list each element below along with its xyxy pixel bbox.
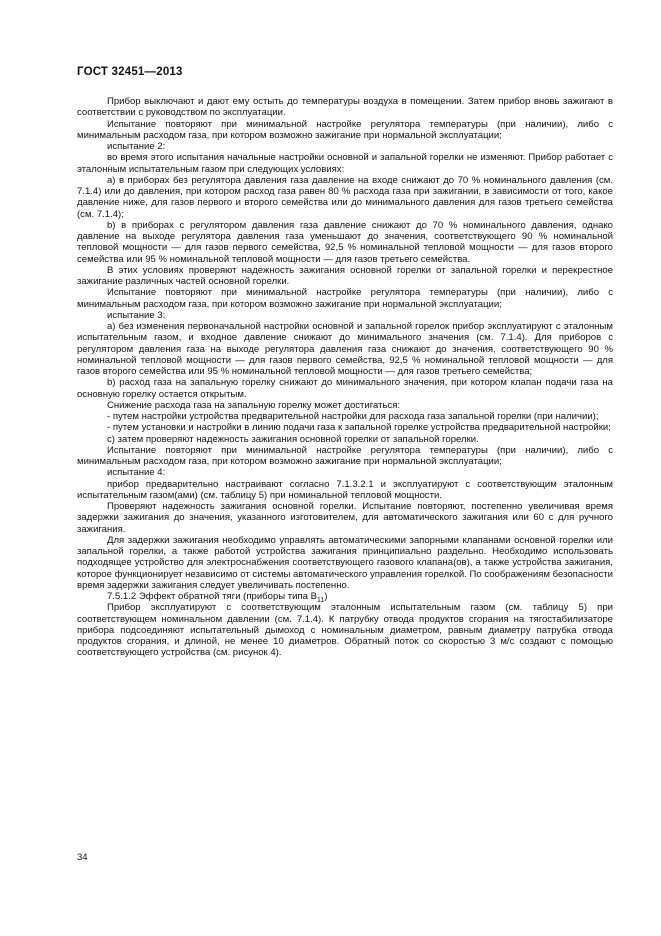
paragraph: b) расход газа на запальную горелку снижают до минимального значения, при котором клапан подачи газа на основную горелку остается открытым. [77, 377, 613, 400]
paragraph: - путем настройки устройства предварительной настройки для расхода газа запальной горелки (при наличии); [107, 411, 599, 422]
paragraph: Испытание повторяют при минимальной настройке регулятора температуры (при наличии), либо с минимальным расходом газа, при котором возможно зажигание при нормальной эксплуатации; [77, 287, 613, 310]
paragraph: во время этого испытания начальные настройки основной и запальной горелки не изменяют. Прибор работает с эталонным испытательным газом при следующих условиях: [77, 152, 613, 175]
page-number: 34 [77, 852, 88, 863]
paragraph: - путем установки и настройки в линию подачи газа к запальной горелке устройства предварительной настройки; [107, 422, 611, 434]
subsection-heading-close: ) [324, 591, 328, 602]
subsection-heading-text: 7.5.1.2 Эффект обратной тяги (приборы типа B [107, 591, 317, 602]
paragraph: прибор предварительно настраивают согласно 7.1.3.2.1 и эксплуатируют с соответствующим эталонным испытательным газом(ами) (см. таблицу 5) при номинальной тепловой мощности. [77, 478, 613, 501]
subsection-subscript: 11 [316, 596, 325, 604]
paragraph: a) в приборах без регулятора давления газа давление на входе снижают до 70 % номинального давления (см. 7.1.4) или до давления, при котором расход газа равен 80 % расхода газа при зажигании, в зависимости от того, какое давление ниже, для газов первого и второго семейства или до минимального давления для газов третьего семейства (см. 7.1.4); [77, 174, 613, 220]
paragraph: Прибор выключают и дают ему остыть до температуры воздуха в помещении. Затем прибор вновь зажигают в соответствии с руководством по эксплуатации. [77, 96, 613, 119]
paragraph: Проверяют надежность зажигания основной горелки. Испытание повторяют, постепенно увеличивая время задержки зажигания до значения, указанного изготовителем, для автоматического зажигания или 60 с для ручного зажигания. [77, 501, 613, 535]
paragraph: b) в приборах с регулятором давления газа давление снижают до 70 % номинального давления, однако давление на выходе регулятора давления газа уменьшают до значения, соответствующего 90 % номинальной тепловой мощности — для газов первого семейства, 92,5 % номинальной тепловой мощности — для газов второго семейства или 95 % номинальной тепловой мощности — для газов третьего семейства. [77, 219, 613, 265]
standard-header: ГОСТ 32451—2013 [77, 66, 183, 78]
paragraph: испытание 2: [107, 141, 166, 152]
paragraph: Испытание повторяют при минимальной настройке регулятора температуры (при наличии), либо с минимальным расходом газа, при котором возможно зажигание при нормальной эксплуатации; [77, 444, 613, 467]
paragraph: Снижение расхода газа на запальную горелку может достигаться: [107, 399, 401, 411]
subsection-heading [77, 591, 613, 602]
document-body [77, 96, 613, 659]
paragraph: Прибор эксплуатируют с соответствующим эталонным испытательным газом (см. таблицу 5) при соответствующем номинальном давлении (см. 7.1.4). К патрубку отвода продуктов сгорания на тягостабилизаторе прибора подсоединяют испытательный дымоход с номинальным диаметром, равным диаметру патрубка отвода продуктов сгорания, и длиной, не менее 10 диаметров. Обратный поток со скоростью 3 м/с создают с помощью соответствующего устройства (см. рисунок 4). [77, 602, 613, 659]
paragraph: a) без изменения первоначальной настройки основной и запальной горелок прибор эксплуатируют с эталонным испытательным газом, и входное давление снижают до минимального значения (см. 7.1.4). Для приборов с регулятором давления газа на выходе регулятора давления газа снижают до значения, соответствующего 90 % номинальной тепловой мощности — для газов первого семейства, 92,5 % номинальной тепловой мощности — для газов второго семейства или 95 % номинальной тепловой мощности — для газов третьего семейства; [77, 321, 613, 377]
paragraph: c) затем проверяют надежность зажигания основной горелки от запальной горелки. [107, 433, 479, 445]
paragraph: Испытание повторяют при минимальной настройке регулятора температуры (при наличии), либо с минимальным расходом газа, при котором возможно зажигание при нормальной эксплуатации; [77, 118, 613, 141]
paragraph: Для задержки зажигания необходимо управлять автоматическими запорными клапанами основной горелки или запальной горелки, а также работой устройства зажигания принципиально раздельно. Необходимо использовать подходящее устройство для электроснабжения соответствующего газового клапана(ов), а также устройства зажигания, которое функционирует независимо от системы автоматического управления горелкой. По соображениям безопасности время задержки зажигания следует увеличивать постепенно. [77, 534, 613, 591]
paragraph: испытание 4: [107, 467, 166, 479]
paragraph: В этих условиях проверяют надежность зажигания основной горелки от запальной горелки и перекрестное зажигание различных частей основной горелки. [77, 264, 613, 287]
paragraph: испытание 3: [107, 309, 166, 321]
